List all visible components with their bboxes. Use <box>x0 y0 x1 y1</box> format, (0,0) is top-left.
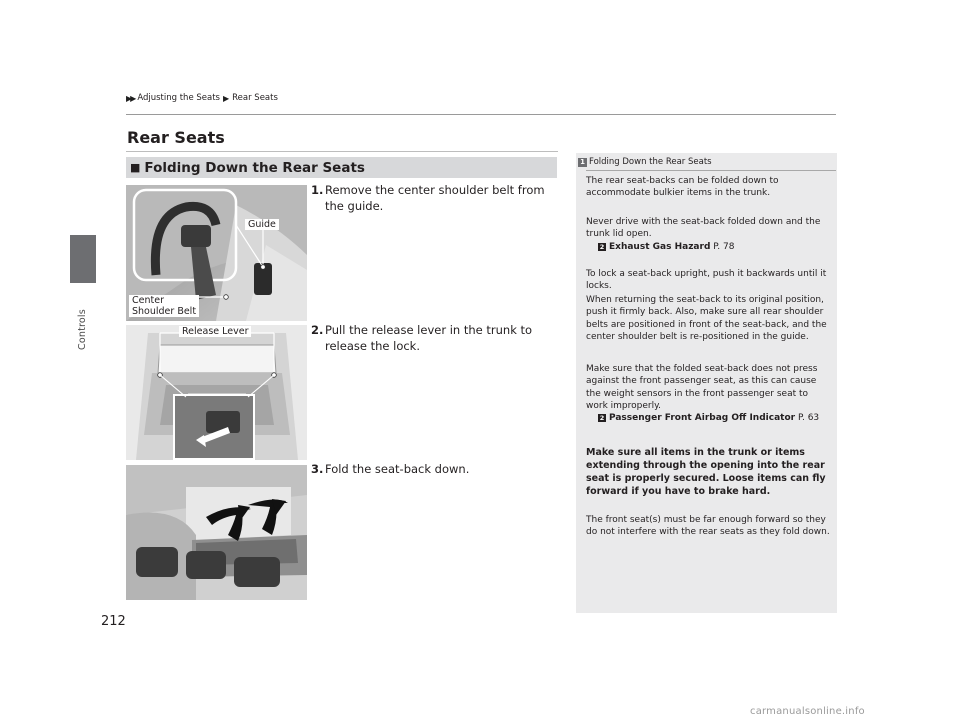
callout-release-lever: Release Lever <box>179 326 251 337</box>
ref-exhaust-gas-hazard-page: P. 78 <box>713 241 735 252</box>
callout-guide: Guide <box>245 219 279 230</box>
note-paragraph-4: When returning the seat-back to its original position, push it firmly back. Also, make sure all rear shoulder belts are positioned in front of the seat-back, and the center shoulder belt is re-positioned in the guide. <box>586 295 827 342</box>
step-3-number: 3. <box>311 462 324 476</box>
breadcrumb-arrow-icon: ▶▶ <box>126 93 135 103</box>
callout-center-shoulder-belt <box>129 295 199 317</box>
step-2-text: Pull the release lever in the trunk to release the lock. <box>325 323 533 353</box>
section-title: Folding Down the Rear Seats <box>144 159 365 176</box>
watermark-text[interactable]: carmanualsonline.info <box>750 706 865 717</box>
note-warning: Make sure all items in the trunk or items extending through the opening into the rear seat is properly secured. Loose items can fly forward if you have to brake hard. <box>586 447 826 497</box>
note-divider <box>586 170 836 171</box>
step-2-number: 2. <box>311 323 324 337</box>
note-paragraph-5-text: Make sure that the folded seat-back does not press against the front passenger seat, as this can cause the weight sensors in the front passenger seat to work improperly. <box>586 364 818 411</box>
note-number-icon: 1 <box>578 158 587 167</box>
note-paragraph-3: To lock a seat-back upright, push it backwards until it locks. <box>586 269 827 292</box>
section-label: Controls <box>77 309 88 350</box>
title-divider <box>126 151 558 152</box>
breadcrumb-separator-icon: ▶ <box>222 93 230 103</box>
note-heading <box>578 157 712 167</box>
step-1-text: Remove the center shoulder belt from the guide. <box>325 183 545 213</box>
callout-center-line2: Shoulder Belt <box>132 306 197 317</box>
section-header <box>126 157 557 178</box>
breadcrumb <box>126 93 278 103</box>
section-square-icon: ■ <box>130 161 141 174</box>
ref-exhaust-gas-hazard[interactable] <box>586 241 832 253</box>
ref-passenger-airbag-indicator-page: P. 63 <box>797 413 820 424</box>
ref-passenger-airbag-indicator-name[interactable]: Passenger Front Airbag Off Indicator <box>609 413 796 424</box>
breadcrumb-item-adjusting-seats[interactable]: Adjusting the Seats <box>137 93 220 103</box>
callout-center-line1: Center <box>132 295 164 306</box>
note-paragraph-2 <box>586 216 832 253</box>
photo-seat-back-fold <box>126 465 307 600</box>
step-2 <box>311 322 559 354</box>
section-tab-marker <box>70 235 96 283</box>
ref-exhaust-gas-hazard-name[interactable]: Exhaust Gas Hazard <box>609 241 711 252</box>
cross-reference-icon: 2 <box>599 242 605 251</box>
cross-reference-icon: 2 <box>599 414 605 423</box>
photo-trunk-release-lever <box>126 325 307 460</box>
step-3-text: Fold the seat-back down. <box>325 462 470 476</box>
step-3 <box>311 461 559 477</box>
header-divider <box>126 114 836 115</box>
page-number: 212 <box>101 614 126 629</box>
step-1-number: 1. <box>311 183 324 197</box>
note-heading-text: Folding Down the Rear Seats <box>589 157 712 167</box>
step-1 <box>311 182 559 214</box>
ref-passenger-airbag-indicator[interactable] <box>586 412 832 424</box>
note-paragraph-2-text: Never drive with the seat-back folded down and the trunk lid open. <box>586 217 821 240</box>
note-paragraph-6: The front seat(s) must be far enough forward so they do not interfere with the rear seats as they fold down. <box>586 515 830 538</box>
breadcrumb-item-rear-seats[interactable]: Rear Seats <box>232 93 278 103</box>
page-title: Rear Seats <box>127 128 225 147</box>
note-paragraph-1: The rear seat-backs can be folded down to accommodate bulkier items in the trunk. <box>586 176 779 199</box>
note-paragraph-5 <box>586 363 832 424</box>
